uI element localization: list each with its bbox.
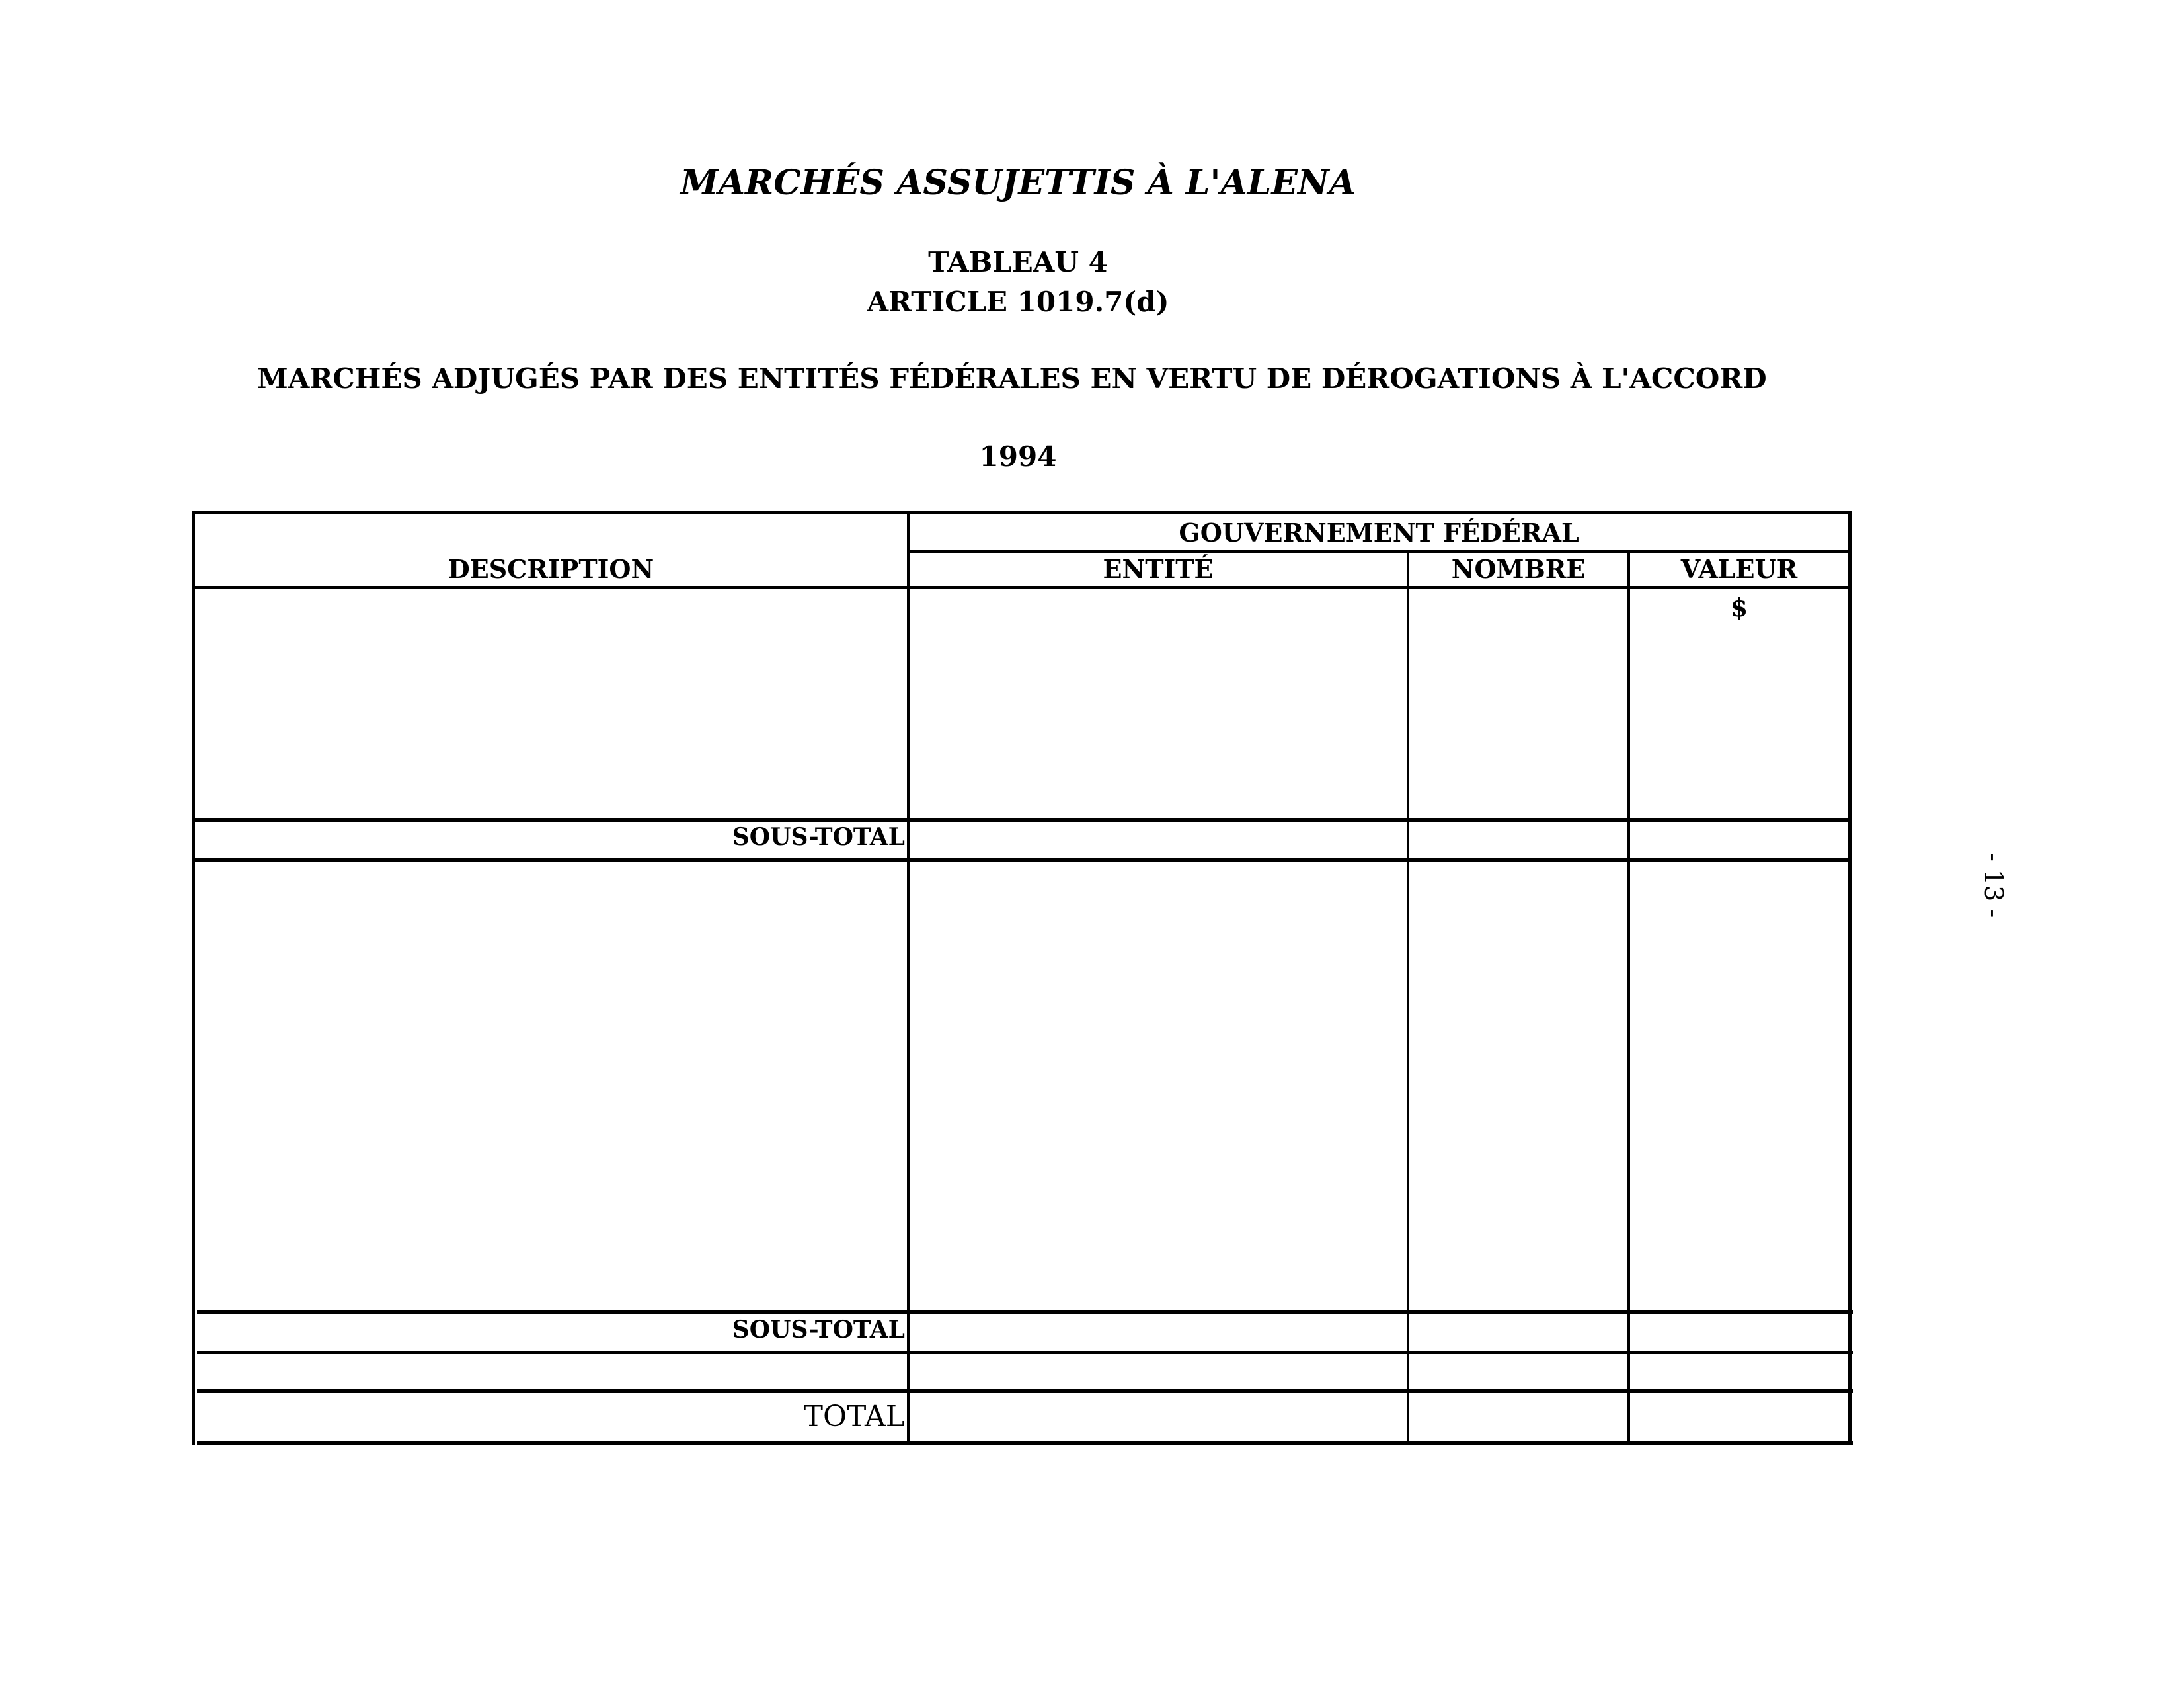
- subtotal-label-1: SOUS-TOTAL: [732, 823, 905, 851]
- group-header-gouvernement-federal: GOUVERNEMENT FÉDÉRAL: [1179, 518, 1579, 547]
- table-left-border: [192, 511, 195, 1445]
- page-number: - 13 -: [1979, 853, 2008, 918]
- table-top-border: [192, 511, 1850, 514]
- group-header-divider: [907, 550, 1850, 553]
- document-title: MARCHÉS ASSUJETTIS À L'ALENA: [680, 163, 1356, 203]
- currency-symbol: $: [1730, 592, 1748, 622]
- total-label: TOTAL: [803, 1400, 905, 1433]
- header-bottom-border: [192, 586, 1850, 589]
- table-year: 1994: [979, 440, 1057, 473]
- table-subtitle: MARCHÉS ADJUGÉS PAR DES ENTITÉS FÉDÉRALES EN VERTU DE DÉROGATIONS À L'ACCORD: [257, 362, 1767, 395]
- section1-bottom-border: [192, 818, 1850, 822]
- entite-column-divider: [1407, 550, 1409, 1445]
- description-column-divider: [907, 511, 910, 1445]
- article-reference: ARTICLE 1019.7(d): [867, 286, 1169, 318]
- table-number: TABLEAU 4: [928, 246, 1108, 278]
- subtotal2-bottom-border: [197, 1351, 1853, 1354]
- subtotal-label-2: SOUS-TOTAL: [732, 1316, 905, 1344]
- table-bottom-border: [197, 1441, 1853, 1445]
- nombre-column-divider: [1627, 550, 1630, 1445]
- column-header-nombre: NOMBRE: [1451, 554, 1586, 584]
- column-header-valeur: VALEUR: [1680, 554, 1798, 584]
- column-header-entite: ENTITÉ: [1103, 554, 1214, 584]
- column-header-description: DESCRIPTION: [448, 554, 654, 584]
- section2-bottom-border: [197, 1310, 1853, 1314]
- table-right-border: [1848, 511, 1852, 1445]
- blank-row-bottom-border: [197, 1389, 1853, 1393]
- subtotal1-bottom-border: [193, 858, 1851, 862]
